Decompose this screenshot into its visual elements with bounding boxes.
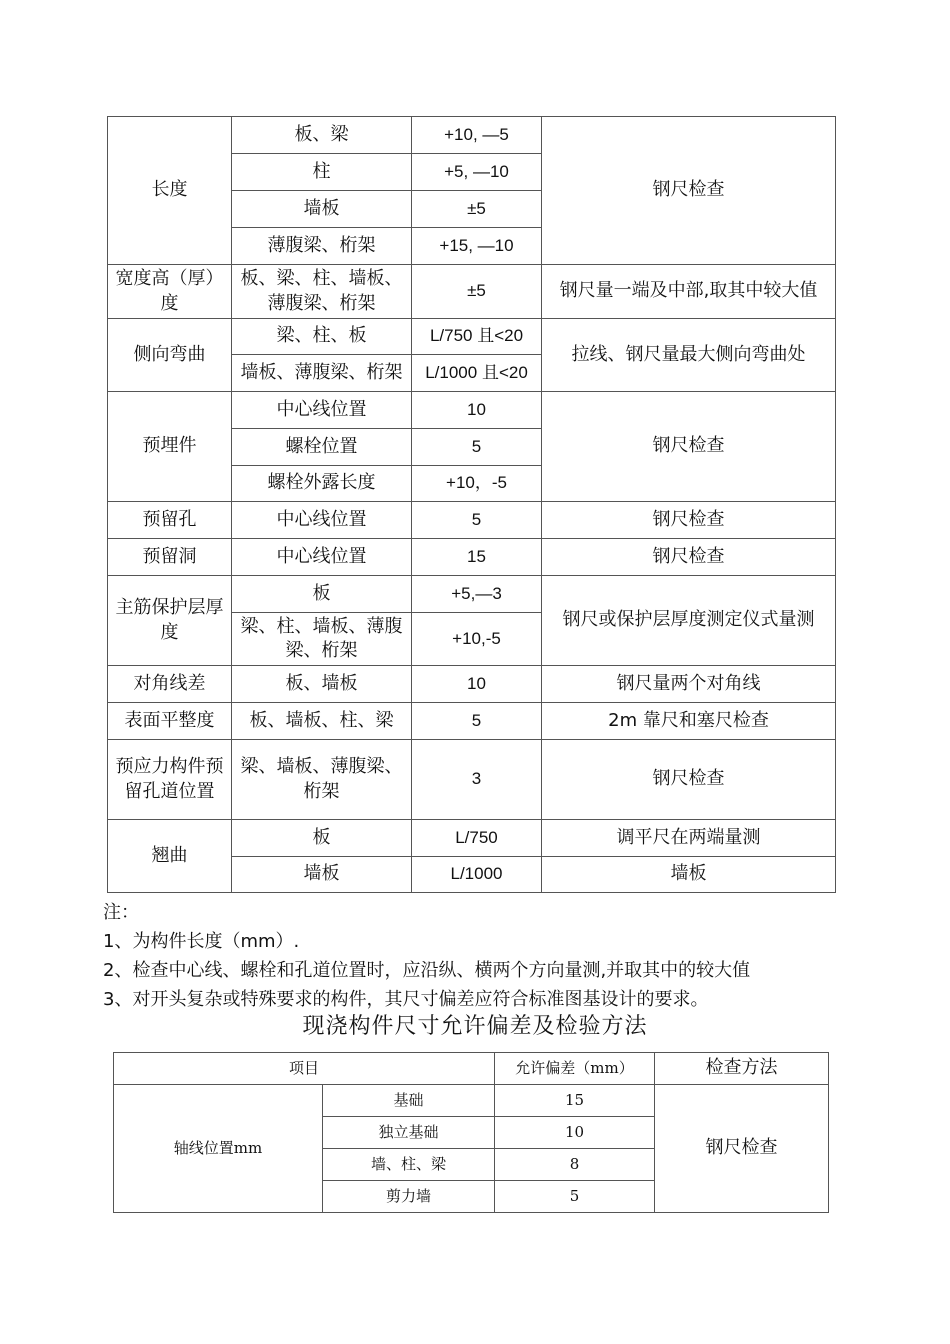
item-cell: 板、梁、柱、墙板、薄腹梁、桁架 xyxy=(232,265,412,319)
tolerance-cell: 5 xyxy=(412,703,542,740)
item-cell: 螺栓位置 xyxy=(232,429,412,466)
tolerance-cell: L/750 且<20 xyxy=(412,319,542,355)
group-cell: 翘曲 xyxy=(108,820,232,893)
method-cell: 钢尺检查 xyxy=(542,539,836,576)
item-cell: 墙、柱、梁 xyxy=(323,1149,495,1181)
tolerance-cell: 15 xyxy=(495,1085,655,1117)
method-cell: 2m 靠尺和塞尺检查 xyxy=(542,703,836,740)
header-tolerance: 允许偏差（mm） xyxy=(495,1053,655,1085)
item-cell: 梁、柱、墙板、薄腹梁、桁架 xyxy=(232,613,412,666)
method-cell: 钢尺量一端及中部,取其中较大值 xyxy=(542,265,836,319)
tolerance-cell: 10 xyxy=(412,666,542,703)
tolerance-cell: 5 xyxy=(495,1181,655,1213)
group-cell: 主筋保护层厚度 xyxy=(108,576,232,666)
tolerance-table-cast-in-place xyxy=(113,1052,829,1213)
method-cell: 钢尺量两个对角线 xyxy=(542,666,836,703)
notes xyxy=(103,898,750,1014)
item-cell: 梁、柱、板 xyxy=(232,319,412,355)
group-cell: 预留孔 xyxy=(108,502,232,539)
group-cell: 宽度高（厚）度 xyxy=(108,265,232,319)
group-cell: 预埋件 xyxy=(108,392,232,502)
tolerance-cell: 8 xyxy=(495,1149,655,1181)
tolerance-cell: ±5 xyxy=(412,191,542,228)
item-cell: 柱 xyxy=(232,154,412,191)
header-method: 检查方法 xyxy=(655,1053,829,1085)
item-cell: 板 xyxy=(232,820,412,857)
tolerance-cell: 5 xyxy=(412,429,542,466)
item-cell: 基础 xyxy=(323,1085,495,1117)
tolerance-cell: +15, —10 xyxy=(412,228,542,265)
note-line: 3、对开头复杂或特殊要求的构件，其尺寸偏差应符合标准图基设计的要求。 xyxy=(103,989,709,1010)
header-item: 项目 xyxy=(114,1053,495,1085)
note-line: 1、为构件长度（mm）. xyxy=(103,931,300,952)
tolerance-cell: 10 xyxy=(495,1117,655,1149)
item-cell: 板、梁 xyxy=(232,117,412,154)
method-cell: 钢尺检查 xyxy=(542,502,836,539)
method-cell: 钢尺检查 xyxy=(542,117,836,265)
tolerance-table-precast xyxy=(107,116,836,893)
item-cell: 薄腹梁、桁架 xyxy=(232,228,412,265)
group-cell: 侧向弯曲 xyxy=(108,319,232,392)
item-cell: 墙板、薄腹梁、桁架 xyxy=(232,355,412,392)
group-cell: 长度 xyxy=(108,117,232,265)
item-cell: 中心线位置 xyxy=(232,502,412,539)
item-cell: 独立基础 xyxy=(323,1117,495,1149)
item-cell: 螺栓外露长度 xyxy=(232,466,412,502)
group-cell: 对角线差 xyxy=(108,666,232,703)
tolerance-cell: +10，-5 xyxy=(412,466,542,502)
item-cell: 中心线位置 xyxy=(232,392,412,429)
item-cell: 梁、墙板、薄腹梁、桁架 xyxy=(232,740,412,820)
group-cell: 轴线位置mm xyxy=(114,1085,323,1213)
group-cell: 预留洞 xyxy=(108,539,232,576)
method-cell: 钢尺检查 xyxy=(542,392,836,502)
item-cell: 板、墙板 xyxy=(232,666,412,703)
method-cell: 墙板 xyxy=(542,857,836,893)
tolerance-cell: ±5 xyxy=(412,265,542,319)
method-cell: 拉线、钢尺量最大侧向弯曲处 xyxy=(542,319,836,392)
tolerance-cell: 15 xyxy=(412,539,542,576)
item-cell: 墙板 xyxy=(232,857,412,893)
method-cell: 钢尺检查 xyxy=(655,1085,829,1213)
item-cell: 板、墙板、柱、梁 xyxy=(232,703,412,740)
method-cell: 钢尺或保护层厚度测定仪式量测 xyxy=(542,576,836,666)
group-cell: 表面平整度 xyxy=(108,703,232,740)
item-cell: 中心线位置 xyxy=(232,539,412,576)
tolerance-cell: +5,—3 xyxy=(412,576,542,613)
tolerance-cell: 10 xyxy=(412,392,542,429)
tolerance-cell: L/1000 且<20 xyxy=(412,355,542,392)
tolerance-cell: L/1000 xyxy=(412,857,542,893)
tolerance-cell: +10, —5 xyxy=(412,117,542,154)
group-cell: 预应力构件预留孔道位置 xyxy=(108,740,232,820)
item-cell: 剪力墙 xyxy=(323,1181,495,1213)
tolerance-cell: +5, —10 xyxy=(412,154,542,191)
notes-heading: 注： xyxy=(103,902,139,923)
tolerance-cell: L/750 xyxy=(412,820,542,857)
tolerance-cell: 3 xyxy=(412,740,542,820)
tolerance-cell: +10,-5 xyxy=(412,613,542,666)
method-cell: 钢尺检查 xyxy=(542,740,836,820)
item-cell: 墙板 xyxy=(232,191,412,228)
tolerance-cell: 5 xyxy=(412,502,542,539)
item-cell: 板 xyxy=(232,576,412,613)
method-cell: 调平尺在两端量测 xyxy=(542,820,836,857)
note-line: 2、检查中心线、螺栓和孔道位置时，应沿纵、横两个方向量测,并取其中的较大值 xyxy=(103,960,751,981)
section-title: 现浇构件尺寸允许偏差及检验方法 xyxy=(302,1014,648,1039)
